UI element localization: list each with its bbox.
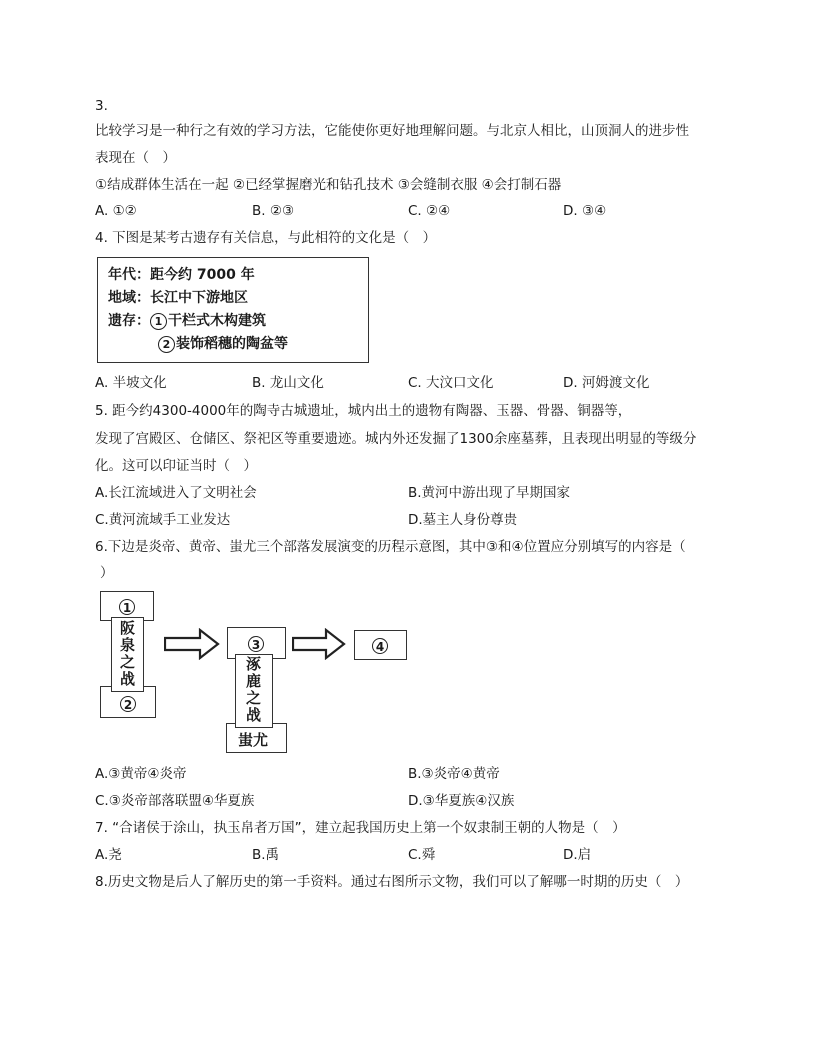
- q4-remain-2-text: 装饰稻穗的陶盆等: [176, 336, 288, 352]
- q3-stem-line1: 比较学习是一种行之有效的学习方法，它能使你更好地理解问题。与北京人相比，山顶洞人的进步性: [95, 123, 689, 139]
- q4-option-d: D. 河姆渡文化: [563, 375, 650, 391]
- q7-option-a: A.尧: [95, 847, 122, 863]
- battle-banquan: 阪泉之战: [118, 620, 136, 688]
- q5-stem-line1: 5. 距今约4300-4000年的陶寺古城遗址，城内出土的遗物有陶器、玉器、骨器、铜器等，: [95, 403, 632, 419]
- arrow-right-icon: [164, 628, 220, 660]
- label-1: 1: [119, 599, 135, 615]
- q4-option-a: A. 半坡文化: [95, 375, 167, 391]
- q5-option-d: D.墓主人身份尊贵: [408, 512, 518, 528]
- q7-option-d: D.启: [563, 847, 592, 863]
- arrow-right-icon: [292, 628, 346, 660]
- q4-info-box: [97, 257, 369, 363]
- chiyou-label: 蚩尤: [238, 731, 269, 749]
- q6-option-a: A.③黄帝④炎帝: [95, 766, 187, 782]
- q6-stem-line2: ）: [100, 565, 114, 581]
- q4-stem: 4. 下图是某考古遗存有关信息，与此相符的文化是（ ）: [95, 230, 437, 246]
- q4-remain-1-number: 1: [150, 313, 167, 330]
- q6-option-b: B.③炎帝④黄帝: [408, 766, 500, 782]
- q3-option-b: B. ②③: [252, 203, 295, 219]
- q4-region: 地域：长江中下游地区: [108, 290, 248, 306]
- q7-option-c: C.舜: [408, 847, 436, 863]
- q5-option-c: C.黄河流域手工业发达: [95, 512, 231, 528]
- q5-stem-line2: 发现了宫殿区、仓储区、祭祀区等重要遗迹。城内外还发掘了1300余座墓葬，且表现出明显的等级分: [95, 431, 697, 447]
- q6-option-d: D.③华夏族④汉族: [408, 793, 515, 809]
- q3-option-c: C. ②④: [408, 203, 451, 219]
- q5-option-b: B.黄河中游出现了早期国家: [408, 485, 571, 501]
- q4-era: 年代：距今约 7000 年: [108, 267, 255, 283]
- q4-remains-label: 遗存：: [108, 313, 150, 329]
- q8-stem: 8.历史文物是后人了解历史的第一手资料。通过右图所示文物，我们可以了解哪一时期的历史（ ）: [95, 874, 689, 890]
- q4-option-c: C. 大汶口文化: [408, 375, 494, 391]
- q4-remain-2: [108, 333, 368, 356]
- q3-statements: ①结成群体生活在一起 ②已经掌握磨光和钻孔技术 ③会缝制衣服 ④会打制石器: [95, 177, 562, 193]
- q5-stem-line3: 化。这可以印证当时（ ）: [95, 458, 257, 474]
- q4-remain-2-number: 2: [158, 336, 175, 353]
- label-3: 3: [248, 636, 264, 652]
- q3-option-d: D. ③④: [563, 203, 607, 219]
- battle-zhuolu: 涿鹿之战: [244, 656, 262, 724]
- q3-number: 3.: [95, 98, 108, 114]
- q5-option-a: A.长江流域进入了文明社会: [95, 485, 257, 501]
- label-4: 4: [372, 638, 388, 654]
- q4-remain-1-text: 干栏式木构建筑: [168, 313, 266, 329]
- q7-option-b: B.禹: [252, 847, 280, 863]
- q4-option-b: B. 龙山文化: [252, 375, 324, 391]
- label-2: 2: [120, 696, 136, 712]
- q4-remain-1: [108, 310, 368, 333]
- q3-stem-line2: 表现在（ ）: [95, 150, 176, 166]
- q7-stem: 7. “合诸侯于涂山，执玉帛者万国”，建立起我国历史上第一个奴隶制王朝的人物是（ ）: [95, 820, 626, 836]
- q3-option-a: A. ①②: [95, 203, 137, 219]
- q6-stem-line1: 6.下边是炎帝、黄帝、蚩尤三个部落发展演变的历程示意图，其中③和④位置应分别填写的内容是（: [95, 539, 686, 555]
- q6-option-c: C.③炎帝部落联盟④华夏族: [95, 793, 255, 809]
